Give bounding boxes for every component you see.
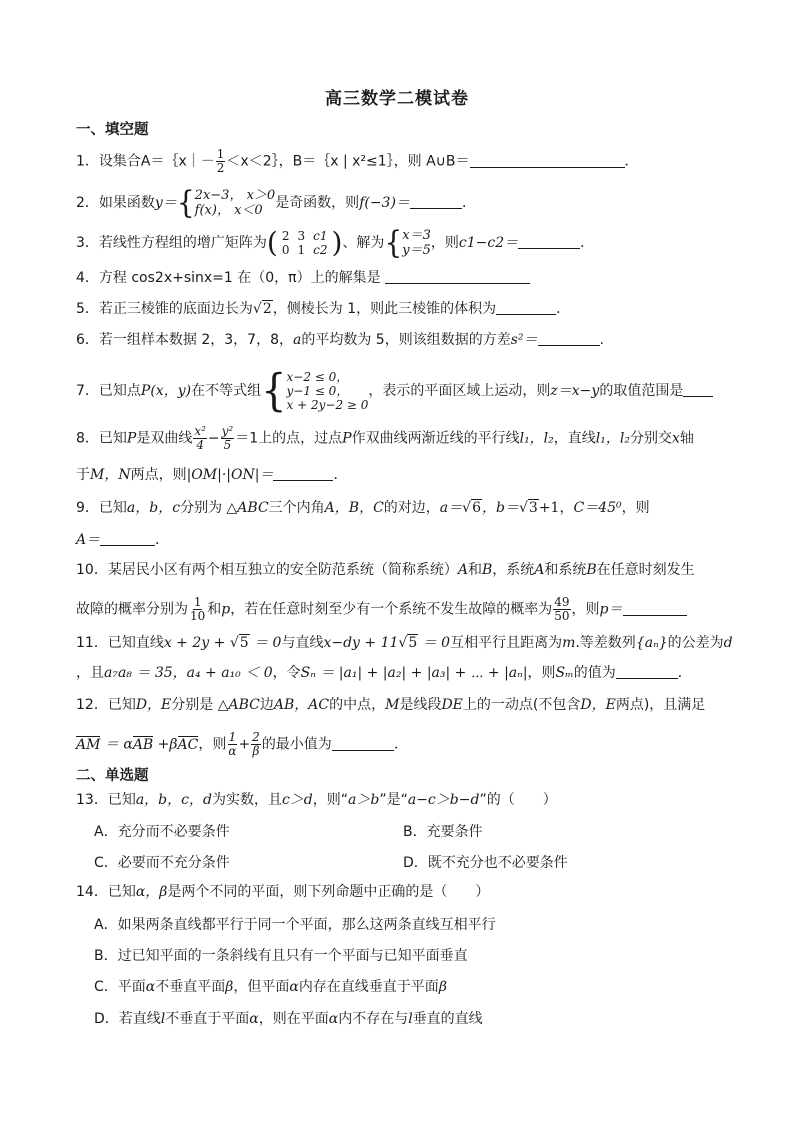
answer-blank[interactable] [683, 381, 713, 397]
q13-option-d[interactable]: D．既不充分也不必要条件 [403, 855, 568, 871]
question-7: 7．已知点P(x，y)在不等式组{ x−2 ≤ 0， y−1 ≤ 0， x + 2y−2 ≥ 0 ，表示的平面区域上运动，则z＝x−y的取值范围是 [76, 370, 713, 412]
question-1: 1．设集合A＝｛x｜－ $\frac{1}{2}$ ＜x＜2｝，B＝｛x | x²≤1｝，则 A∪B＝ ． [76, 147, 639, 175]
answer-blank[interactable] [518, 233, 580, 249]
answer-blank[interactable] [273, 465, 333, 481]
page-title: 高三数学二模试卷 [325, 89, 469, 109]
section-fill-in: 一、填空题 [76, 122, 149, 138]
question-12: 12．已知D，E分别是 △ABC边AB，AC的中点，M是线段DE上的一动点(不包含D，E两点)，且满足 [76, 697, 706, 713]
question-13: 13．已知a，b，c，d为实数，且c＞d，则“a＞b”是“a−c＞b−d”的（ ） [76, 792, 557, 808]
question-12-cont: AM ＝ αAB +βAC，则 $\frac{1}{\alpha}$ + $\frac{2}{\beta}$ 的最小值为 ． [76, 730, 408, 758]
q14-option-a[interactable]: A．如果两条直线都平行于同一个平面，那么这两条直线互相平行 [94, 917, 496, 933]
answer-blank[interactable] [410, 193, 462, 209]
q13-option-c[interactable]: C．必要而不充分条件 [94, 855, 230, 871]
question-9: 9．已知a，b，c分别为 △ABC三个内角A，B，C的对边，a＝√6，b＝√3+1，C＝45⁰，则 [76, 500, 650, 516]
answer-blank[interactable] [538, 330, 600, 346]
question-4: 4．方程 cos2x+sinx=1 在（0，π）上的解集是 [76, 268, 530, 288]
question-10: 10．某居民小区有两个相互独立的安全防范系统（简称系统）A和B，系统A和系统B在任意时刻发生 [76, 562, 695, 578]
section-single-choice: 二、单选题 [76, 768, 149, 784]
question-2: 2．如果函数y＝{ 2x−3， x＞0 f(x)， x＜0 是奇函数，则f(−3)＝ ． [76, 184, 476, 221]
q14-option-c[interactable]: C．平面α不垂直平面β，但平面α内存在直线垂直于平面β [94, 979, 447, 995]
question-8: 8．已知P是双曲线 $\frac{\text{x²}}{4}$ − $\frac{\text{y²}}{5}$ ＝1上的点，过点P作双曲线两渐近线的平行线l₁，l₂，直线l₁，l₂分别交x轴 [76, 424, 694, 452]
question-9-cont: A＝ ． [76, 532, 170, 548]
answer-blank[interactable] [385, 268, 530, 284]
question-6: 6．若一组样本数据 2，3，7，8，a的平均数为 5，则该组数据的方差s²＝ . [76, 332, 604, 348]
answer-blank[interactable] [332, 735, 394, 751]
q14-option-b[interactable]: B．过已知平面的一条斜线有且只有一个平面与已知平面垂直 [94, 948, 468, 964]
question-5: 5．若正三棱锥的底面边长为√2，侧棱长为 1，则此三棱锥的体积为 ． [76, 301, 571, 317]
augmented-matrix: ( 2 3 c1 0 1 c2 ) [266, 226, 343, 259]
answer-blank[interactable] [623, 600, 687, 616]
answer-blank[interactable] [470, 152, 625, 168]
answer-blank[interactable] [100, 530, 155, 546]
question-3: 3．若线性方程组的增广矩阵为 ( 2 3 c1 0 1 c2 ) 、解为{ x＝3 y＝5 ，则c1−c2＝ ． [76, 224, 595, 261]
q13-option-a[interactable]: A．充分而不必要条件 [94, 824, 230, 840]
question-14: 14．已知α，β是两个不同的平面，则下列命题中正确的是（ ） [76, 884, 490, 900]
question-8-cont: 于M，N两点，则|OM|·|ON|＝ ． [76, 467, 348, 483]
q13-option-b[interactable]: B．充要条件 [403, 824, 483, 840]
question-11: 11．已知直线x + 2y + √5 ＝ 0与直线x−dy + 11√5 ＝ 0互相平行且距离为m.等差数列{aₙ}的公差为d [76, 635, 733, 651]
question-10-cont: 故障的概率分别为 $\frac{1}{10}$ 和p，若在任意时刻至少有一个系统不发生故障的概率为 $\frac{49}{50}$ ，则p＝ [76, 596, 687, 623]
question-11-cont: ，且a₇a₈ ＝ 35，a₄ + a₁₀ ＜ 0，令Sₙ ＝ |a₁| + |a₂| + |a₃| + ⋯ + |aₙ|，则Sₘ的值为 ． [76, 665, 692, 681]
answer-blank[interactable] [496, 299, 556, 315]
answer-blank[interactable] [616, 663, 678, 679]
q14-option-d[interactable]: D．若直线l不垂直于平面α，则在平面α内不存在与l垂直的直线 [94, 1011, 483, 1027]
